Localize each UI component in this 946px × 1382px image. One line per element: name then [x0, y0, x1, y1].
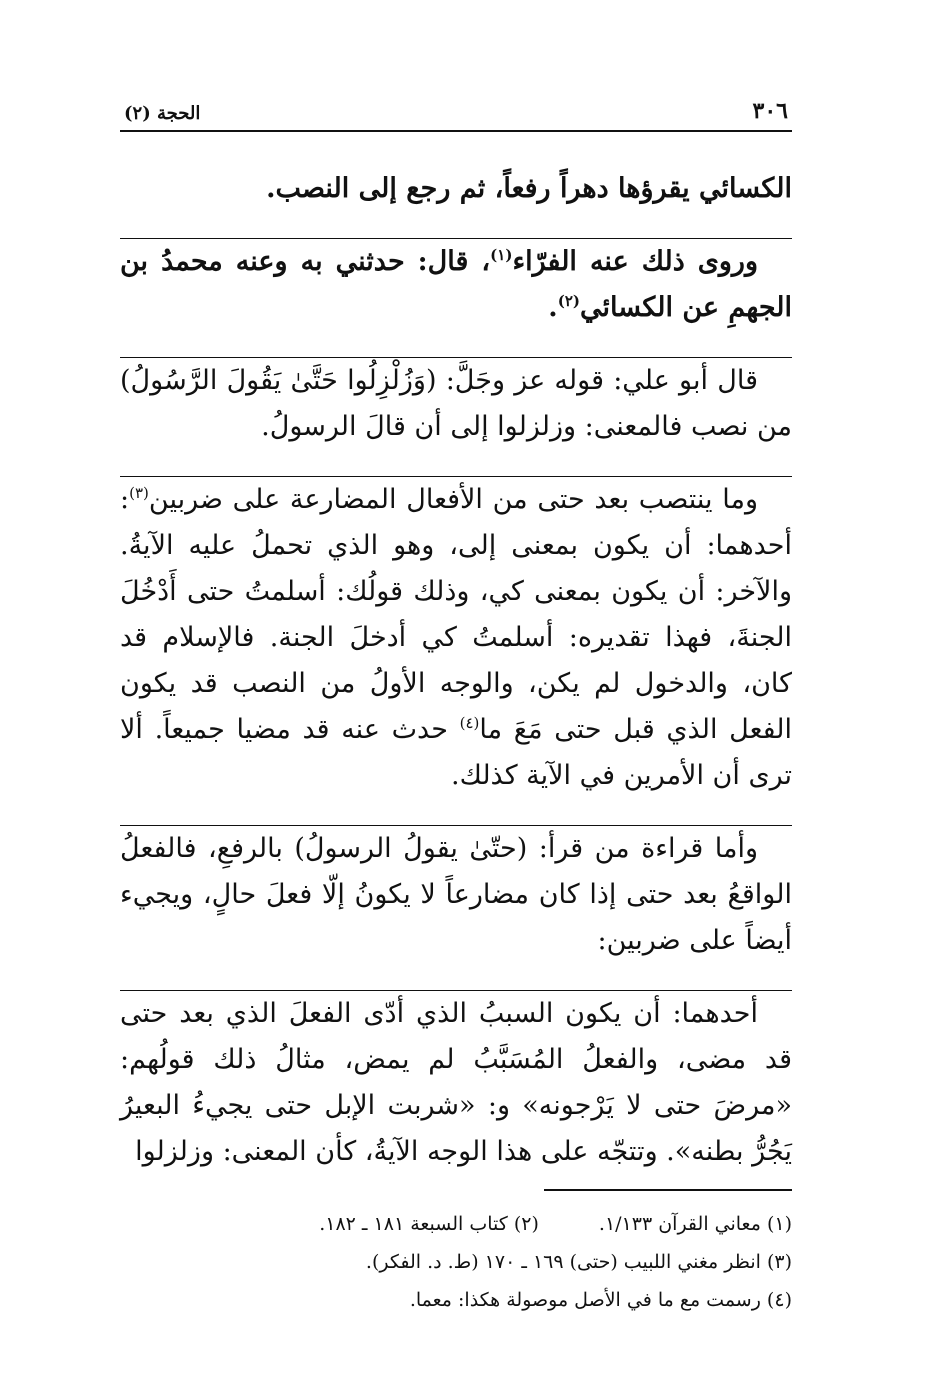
paragraph-6-text: أحدهما: أن يكون السببُ الذي أدّى الفعلَ الذي بعد حتى قد مضى، والفعلُ المُسَبَّبُ لم يمض، مثالُ ذلك قولُهم: «مرضَ حتى لا يَرْجونه» و: «شربت الإبل حتى يجيءُ البعيرُ يَجُرُّ بطنه». وتتجّه على هذا الوجه الآيةُ، كأن المعنى: وزلزلوا	[120, 998, 792, 1167]
paragraph-3-text: قال أبو علي: قوله عز وجَلَّ: (وَزُلْزِلُوا حَتَّىٰ يَقُولَ الرَّسُولُ) من نصب فالمعنى: وزلزلوا إلى أن قالَ الرسولُ.	[120, 365, 792, 442]
paragraph-2-text: وروى ذلك عنه الفرّاء	[512, 246, 758, 277]
paragraph-1-text: الكسائي يقرؤها دهراً رفعاً، ثم رجع إلى النصب.	[266, 173, 792, 204]
footnote-1: (١) معاني القرآن ١/١٣٣.	[598, 1213, 792, 1235]
page-number: ٣٠٦	[752, 98, 788, 124]
document-page	[120, 88, 792, 1319]
paragraph-5	[120, 826, 792, 964]
body-text	[120, 166, 792, 1175]
paragraph-6	[120, 991, 792, 1175]
paragraph-1	[120, 166, 792, 212]
footnote-2: (٢) كتاب السبعة ١٨١ ـ ١٨٢.	[319, 1213, 539, 1235]
running-title: الحجة (٢)	[124, 103, 201, 124]
footnote-ref-2: (٢)	[557, 292, 580, 310]
page-header	[120, 88, 792, 132]
footnote-ref-4: (٤)	[459, 714, 480, 732]
section-divider	[120, 976, 792, 991]
section-divider	[120, 462, 792, 477]
section-divider	[120, 224, 792, 239]
paragraph-4-text-3: حدث عنه قد مضيا جميعاً. ألا ترى أن الأمرين في الآية كذلك.	[120, 714, 792, 791]
footnote-3: (٣) انظر مغني اللبيب (حتى) ١٦٩ ـ ١٧٠ (ط. د. الفكر).	[365, 1251, 792, 1273]
paragraph-5-text: وأما قراءة من قرأ: (حتّىٰ يقولُ الرسولُ) بالرفعِ، فالفعلُ الواقعُ بعد حتى إذا كان مضارعاً لا يكونُ إلّا فعلَ حالٍ، ويجيء أيضاً على ضربين:	[120, 833, 792, 956]
footnote-rule	[544, 1189, 792, 1191]
paragraph-4	[120, 477, 792, 799]
footnote-4: (٤) رسمت مع ما في الأصل موصولة هكذا: معما.	[409, 1289, 792, 1311]
paragraph-2	[120, 239, 792, 331]
paragraph-2-text-2: ، قال: حدثني به وعنه محمدُ بن الجهمِ عن الكسائي	[120, 246, 792, 323]
paragraph-2-text-3: .	[548, 292, 558, 323]
paragraph-3	[120, 358, 792, 450]
section-divider	[120, 811, 792, 826]
paragraph-4-text-2: : أحدهما: أن يكون بمعنى إلى، وهو الذي تحملُ عليه الآيةُ. والآخر: أن يكون بمعنى كي، وذلك قولُك: أسلمتُ حتى أَدْخُلَ الجنةَ، فهذا تقديره: أسلمتُ كي أدخلَ الجنة. فالإسلام قد كان، والدخول لم يكن، والوجه الأولُ من النصب قد يكون الفعل الذي قبل حتى مَعَ ما	[120, 484, 792, 745]
section-divider	[120, 343, 792, 358]
paragraph-4-text: وما ينتصب بعد حتى من الأفعال المضارعة على ضربين	[148, 484, 758, 515]
footnote-ref-1: (١)	[490, 246, 513, 264]
footnote-row-1	[120, 1205, 792, 1243]
footnotes	[120, 1205, 792, 1319]
footnote-ref-3: (٣)	[129, 484, 149, 502]
